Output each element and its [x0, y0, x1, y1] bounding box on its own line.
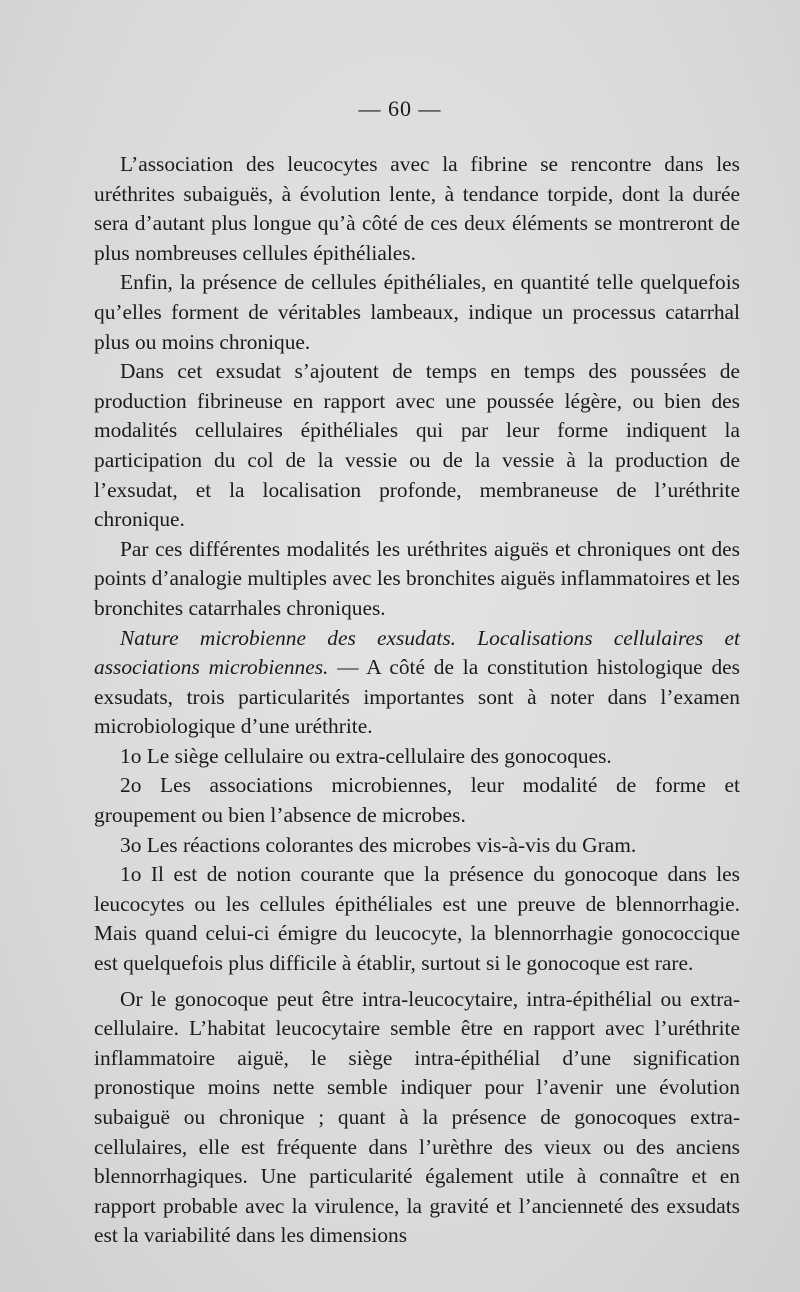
section-nature-microbienne	[94, 624, 740, 742]
paragraph-exsudat: Dans cet exsudat s’ajoutent de temps en temps des poussées de production fibrineuse en rapport avec une poussée légère, ou bien des modalités cellulaires épithéliales qui par leur forme indiquent la participation du col de la vessie ou de la vessie à la production de l’exsudat, et la localisation profonde, membraneuse de l’uréthrite chronique.	[94, 359, 740, 532]
list-item-siege: 1o Le siège cellulaire ou extra-cellulaire des gonocoques.	[120, 743, 612, 768]
body-text	[94, 150, 740, 1251]
paragraph-cellules-epitheliales: Enfin, la présence de cellules épithéliales, en quantité telle quelquefois qu’elles forment de véritables lambeaux, indique un processus catarrhal plus ou moins chronique.	[94, 270, 740, 354]
list-item-notion-courante: 1o Il est de notion courante que la présence du gonocoque dans les leucocytes ou les cellules épithéliales est une preuve de blennorrhagie. Mais quand celui-ci émigre du leucocyte, la blennorrhagie gonococcique est quelquefois plus difficile à établir, surtout si le gonocoque est rare.	[94, 862, 740, 976]
paragraph-leucocytes-fibrine: L’association des leucocytes avec la fibrine se rencontre dans les uréthrites subaiguës, à évolution lente, à tendance torpide, dont la durée sera d’autant plus longue qu’à côté de ces deux éléments se montreront de plus nombreuses cellules épithéliales.	[94, 152, 740, 265]
list-item-associations: 2o Les associations microbiennes, leur modalité de forme et groupement ou bien l’absence de microbes.	[94, 773, 740, 828]
page-number: — 60 —	[358, 96, 442, 121]
section-intro: — A côté de la constitution histologique des exsudats, trois particularités importantes sont à noter dans l’examen microbiologique d’une uréthrite.	[94, 655, 740, 739]
paragraph-analogie-bronchites: Par ces différentes modalités les uréthrites aiguës et chroniques ont des points d’analogie multiples avec les bronchites aiguës inflammatoires et les bronchites catarrhales chroniques.	[94, 536, 740, 620]
paragraph-gonocoque-habitat: Or le gonocoque peut être intra-leucocytaire, intra-épithélial ou extra-cellulaire. L’habitat leucocytaire semble être en rapport avec l’uréthrite inflammatoire aiguë, le siège intra-épithélial d’une signification pronostique moins nette semble indiquer pour l’avenir une évolution subaiguë ou chronique ; quant à la présence de gonocoques extra-cellulaires, elle est fréquente dans l’urèthre des vieux ou des anciens blennorrhagiques. Une particularité également utile à connaître et en rapport probable avec la virulence, la gravité et l’ancienneté des exsudats est la variabilité dans les dimensions	[94, 986, 740, 1248]
list-item-reactions: 3o Les réactions colorantes des microbes vis-à-vis du Gram.	[120, 832, 637, 857]
section-heading: Nature microbienne des exsudats. Localisations cellulaires et associations microbiennes.	[94, 625, 740, 680]
